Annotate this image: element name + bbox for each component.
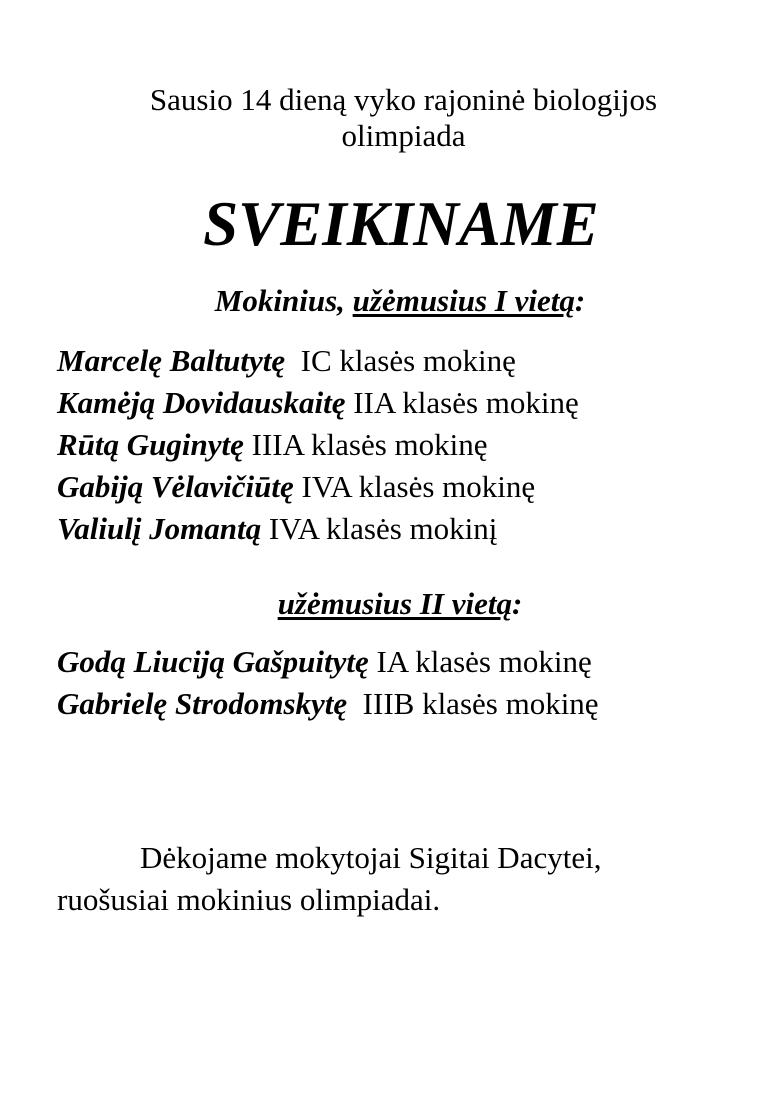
thanks-paragraph [57,837,717,921]
student-name: Valiulį Jomantą [57,511,262,546]
student-name: Godą Liuciją Gašpuitytę [57,644,369,679]
second-place-heading-underlined: užėmusius II vietą [277,586,512,621]
student-name: Kamėją Dovidauskaitę [57,385,346,420]
list-item [57,683,599,725]
student-class: IIIB klasės mokinę [347,686,599,721]
intro-line-1: Sausio 14 dieną vyko rajoninė biologijos [149,82,658,117]
student-class: IVA klasės mokinę [293,469,536,504]
first-place-heading-suffix: : [574,283,586,318]
second-place-heading-suffix: : [511,586,523,621]
list-item [57,424,579,466]
thanks-line-1: Dėkojame mokytojai Sigitai Dacytei, [140,840,602,875]
student-class: IA klasės mokinę [368,644,592,679]
list-item [57,340,579,382]
first-place-heading-prefix: Mokinius, [214,283,353,318]
student-name: Marcelę Baltutytę [57,343,286,378]
list-item [57,382,579,424]
intro-line-2: olimpiada [341,118,466,153]
first-place-heading [0,283,780,319]
student-class: IIIA klasės mokinę [243,427,488,462]
second-place-heading [0,586,780,622]
list-item [57,508,579,550]
student-name: Gabrielę Strodomskytę [57,686,348,721]
student-class: IIA klasės mokinę [345,385,579,420]
second-place-list [57,641,599,725]
student-name: Gabiją Vėlavičiūtę [57,469,294,504]
student-class: IVA klasės mokinį [261,511,498,546]
first-place-list [57,340,579,550]
first-place-heading-underlined: užėmusius I vietą [352,283,575,318]
list-item [57,641,599,683]
list-item [57,466,579,508]
thanks-line-2: ruošusiai mokinius olimpiadai. [57,882,441,917]
student-class: IC klasės mokinę [285,343,516,378]
headline: SVEIKINAME [203,189,599,259]
student-name: Rūtą Guginytę [57,427,244,462]
